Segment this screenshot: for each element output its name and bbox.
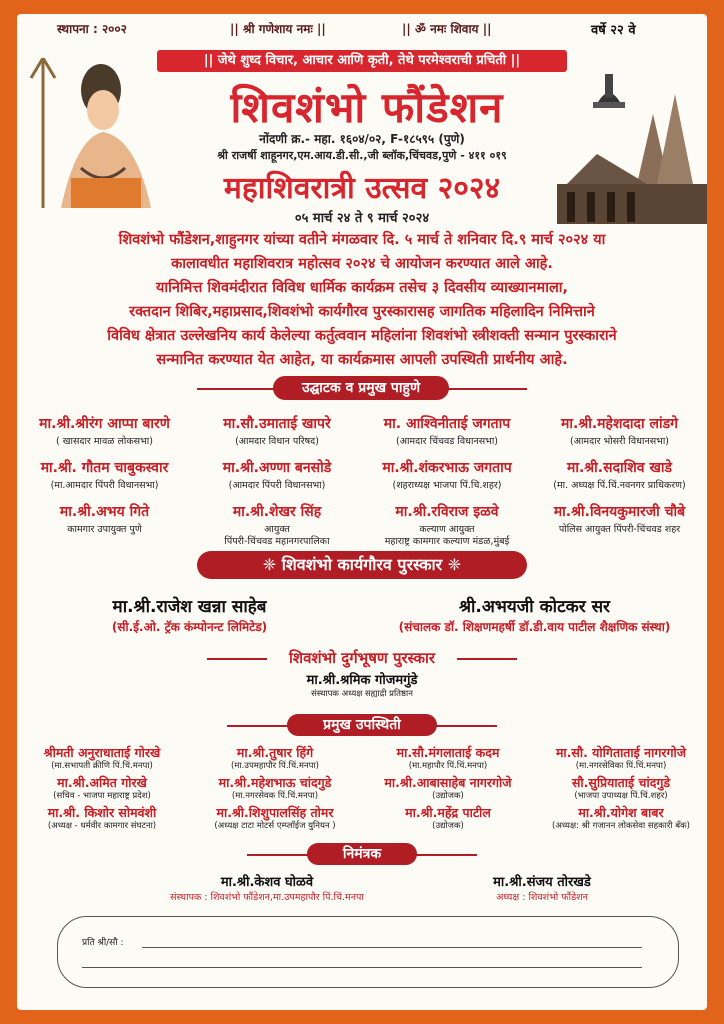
inviter-heading: निमंत्रक [307,843,417,865]
guest-name: मा. आश्विनीताई जगताप [383,416,511,432]
guest-role: आयुक्त [264,524,290,535]
guest-role: (शहराध्यक्ष भाजपा पिं.चि.शहर) [392,480,502,491]
presence-name: मा.श्री.शिशुपालसिंह तोमर [216,805,334,820]
presence-role: (अध्यक्ष - धर्मवीर कामगार संघटना) [47,821,157,831]
presence-name: मा.सौ.मंगलाताई कदम [396,745,500,760]
durga-award-heading: शिवशंभो दुर्गभूषण पुरस्कार [288,649,435,667]
inviter-name: मा.श्री.संजय तोरखडे [493,875,591,890]
presence-name: श्रीमती अनुराधाताई गोरखे [43,745,161,760]
presence-role: (अध्यक्ष: श्री गजानन लोकसेवा सहकारी बँक) [552,821,690,831]
addressee-label: प्रति श्री/सौ : [82,938,124,948]
foundation-title: शिवशंभो फौंडेशन [230,83,504,132]
presence-heading: प्रमुख उपस्थिती [287,714,437,736]
presence-role: (सचिव - भाजपा महाराष्ट्र प्रदेश) [53,791,151,801]
guest-name: मा.श्री.शंकरभाऊ जगताप [382,460,512,476]
guest-role: (आमदार भोसरी विधानसभा) [569,436,670,447]
presence-role: (मा.सभापती क्रीणि पिं.चिं.मनपा) [51,761,153,771]
guest-role: (मा.आमदार पिंपरी विधानसभा) [50,480,159,491]
festival-title: महाशिवरात्री उत्सव २०२४ [223,171,501,206]
presence-role: (उद्योजक) [432,821,464,831]
presence-role: (मा.महापौर पिं.चिं.मनपा) [408,761,488,771]
guest-role: ( खासदार मावळ लोकसभा) [56,436,153,447]
guest-name: मा.श्री.महेशदादा लांडगे [561,416,678,432]
guest-role: कामगार उपायुक्त पुणे [67,524,142,535]
ganesh-invocation: || श्री गणेशाय नमः || [230,22,326,36]
inviter-role: अध्यक्ष : शिवशंभो फौंडेशन [496,892,588,903]
guest-role: पोलिस आयुक्त पिंपरी-चिंचवड शहर [558,524,681,535]
foundation-address: श्री राजर्षी शाहूनगर,एम.आय.डी.सी.,जी ब्लॉक,चिंचवड,पुणे - ४११ ०१९ [217,149,507,162]
presence-role: (मा.नगरसेविका पिं.चिं.मनपा) [575,761,667,771]
presence-name: मा.सौ. योगिताताई नागरगोजे [555,745,687,760]
award-winner-role: (सी.ई.ओ. ट्रॅक कंम्पोनन्ट लिमिटेड) [111,620,268,634]
text-line: शिवशंभो फौंडेशन,शाहुनगर यांच्या वतीने मंगळवार दि. ५ मार्च ते शनिवार दि.९ मार्च २०२४ या [118,232,606,248]
presence-name: मा.श्री.आबासाहेब नागरगोजे [384,775,512,790]
founded-year: स्थापना : २००२ [57,22,127,36]
guest-role-line2: महाराष्ट्र कामगार कल्याण मंडळ,मुंबई [384,536,510,547]
motto-banner: || जेथे शुध्द विचार, आचार आणि कृती, तेथे परमेश्वराची प्रचिती || [157,50,567,72]
award-winner-name: मा.श्री.राजेश खन्ना साहेब [112,597,267,617]
guest-role: (आमदार पिंपरी विधानसभा) [228,480,326,491]
award-winner-role: (संचालक डॉ. शिक्षणमहर्षी डॉ.डी.वाय पाटील शैक्षणिक संस्था) [398,620,671,634]
presence-name: मा.श्री.महेशभाऊ चांदगुडे [218,775,332,790]
guest-role: कल्याण आयुक्त [419,524,475,535]
text-line: विविध क्षेत्रात उल्लेखनिय कार्य केलेल्या कर्तुत्ववान महिलांना शिवशंभो स्त्रीशक्ती सन्मान पुरस्काराने [107,328,617,344]
addressee-line[interactable] [82,967,642,968]
inviter-name: मा.श्री.केशव घोळवे [220,875,314,890]
text-line: सन्मानित करण्यात येत आहेत, या कार्यक्रमास आपली उपस्थिती प्रार्थनीय आहे. [156,352,568,368]
shiv-invocation: || ॐ नमः शिवाय || [402,22,492,36]
guest-role-line2: पिंपरी-चिंचवड महानगरपालिका [224,536,330,547]
text-line: यानिमित्त शिवमंदीरात विविध धार्मिक कार्यक्रम तसेच ३ दिवसीय व्याख्यानमाला, [155,280,569,296]
years-label: वर्षे २२ वे [591,23,636,38]
durga-award-role: संस्थापक अध्यक्ष सह्याद्री प्रतिष्ठान [311,689,413,699]
guests-heading: उद्घाटक व प्रमुख पाहुणे [273,376,449,400]
presence-name: मा.श्री.तुषार हिंगे [236,745,314,760]
addressee-box [57,916,679,988]
text-line: कालावधीत महाशिवरात्र महोत्सव २०२४ चे आयोजन करण्यात आले आहे. [171,256,553,272]
presence-name: मा.श्री.योगेश बाबर [578,805,664,820]
addressee-line[interactable] [142,947,642,948]
festival-dates: ०५ मार्च २४ ते ९ मार्च २०२४ [294,211,430,226]
guest-role: (आमदार विधान परिषद) [235,436,319,447]
registration-number: नोंदणी क्र.- महा. १६०४/०२, F-१८५९५ (पुणे) [259,132,465,146]
guest-role: (आमदार चिंचवड विधानसभा) [395,436,498,447]
guest-name: मा.श्री.विनयकुमारजी चौबे [553,504,686,520]
text-line: रक्तदान शिबिर,महाप्रसाद,शिवशंभो कार्यगौरव पुरस्कारासह जागतिक महिलादिन निमित्ताने [129,304,595,320]
guest-name: मा.सौ.उमाताई खापरे [223,416,331,432]
invitation-text [33,228,691,372]
award-heading: ❈ शिवशंभो कार्यगौरव पुरस्कार ❈ [197,551,527,579]
presence-role: (उद्योजक) [432,791,464,801]
guest-role: (मा. अध्यक्ष पिं.चिं.नवनगर प्राधिकरण) [553,480,686,491]
presence-role: (मा.नगरसेवक पिं.चिं.मनपा) [231,791,319,801]
presence-role: (भाजपा उपाध्यक्ष पिं.चिं.शहर) [574,791,668,801]
durga-award-name: मा.श्री.श्रमिक गोजमगुंडे [306,673,418,688]
presence-name: सौ.सुप्रियाताई चांदगुडे [571,775,671,790]
guest-name: मा.श्री.सदाशिव खाडे [566,460,673,476]
guest-name: मा.श्री.अण्णा बनसोडे [222,460,332,476]
presence-name: मा.श्री.महेंद्र पाटील [405,805,491,820]
guest-name: मा.श्री.शेखर सिंह [232,504,322,520]
award-winner-name: श्री.अभयजी कोटकर सर [458,597,611,617]
presence-role: (मा.उपमहापौर पिं.चिं.मनपा) [231,761,319,771]
presence-name: मा.श्री. किशोर सोमवंशी [47,805,157,820]
guest-name: मा.श्री.अभय गिते [59,504,150,520]
presence-name: मा.श्री.अमित गोरखे [57,775,147,790]
guest-name: मा.श्री.रविराज इळवे [395,504,499,520]
inviter-role: संस्थापक : शिवशंभो फौंडेशन,मा.उपमहापौर पिं.चिं.मनपा [170,892,364,903]
card-body [17,14,707,1010]
guest-name: मा.श्री. गौतम चाबुकस्वार [40,460,169,476]
presence-role: (अध्यक्ष टाटा मोटर्स एम्प्लॉईज युनियन ) [214,821,336,831]
guest-name: मा.श्री.श्रीरंग आप्पा बारणे [39,416,170,432]
